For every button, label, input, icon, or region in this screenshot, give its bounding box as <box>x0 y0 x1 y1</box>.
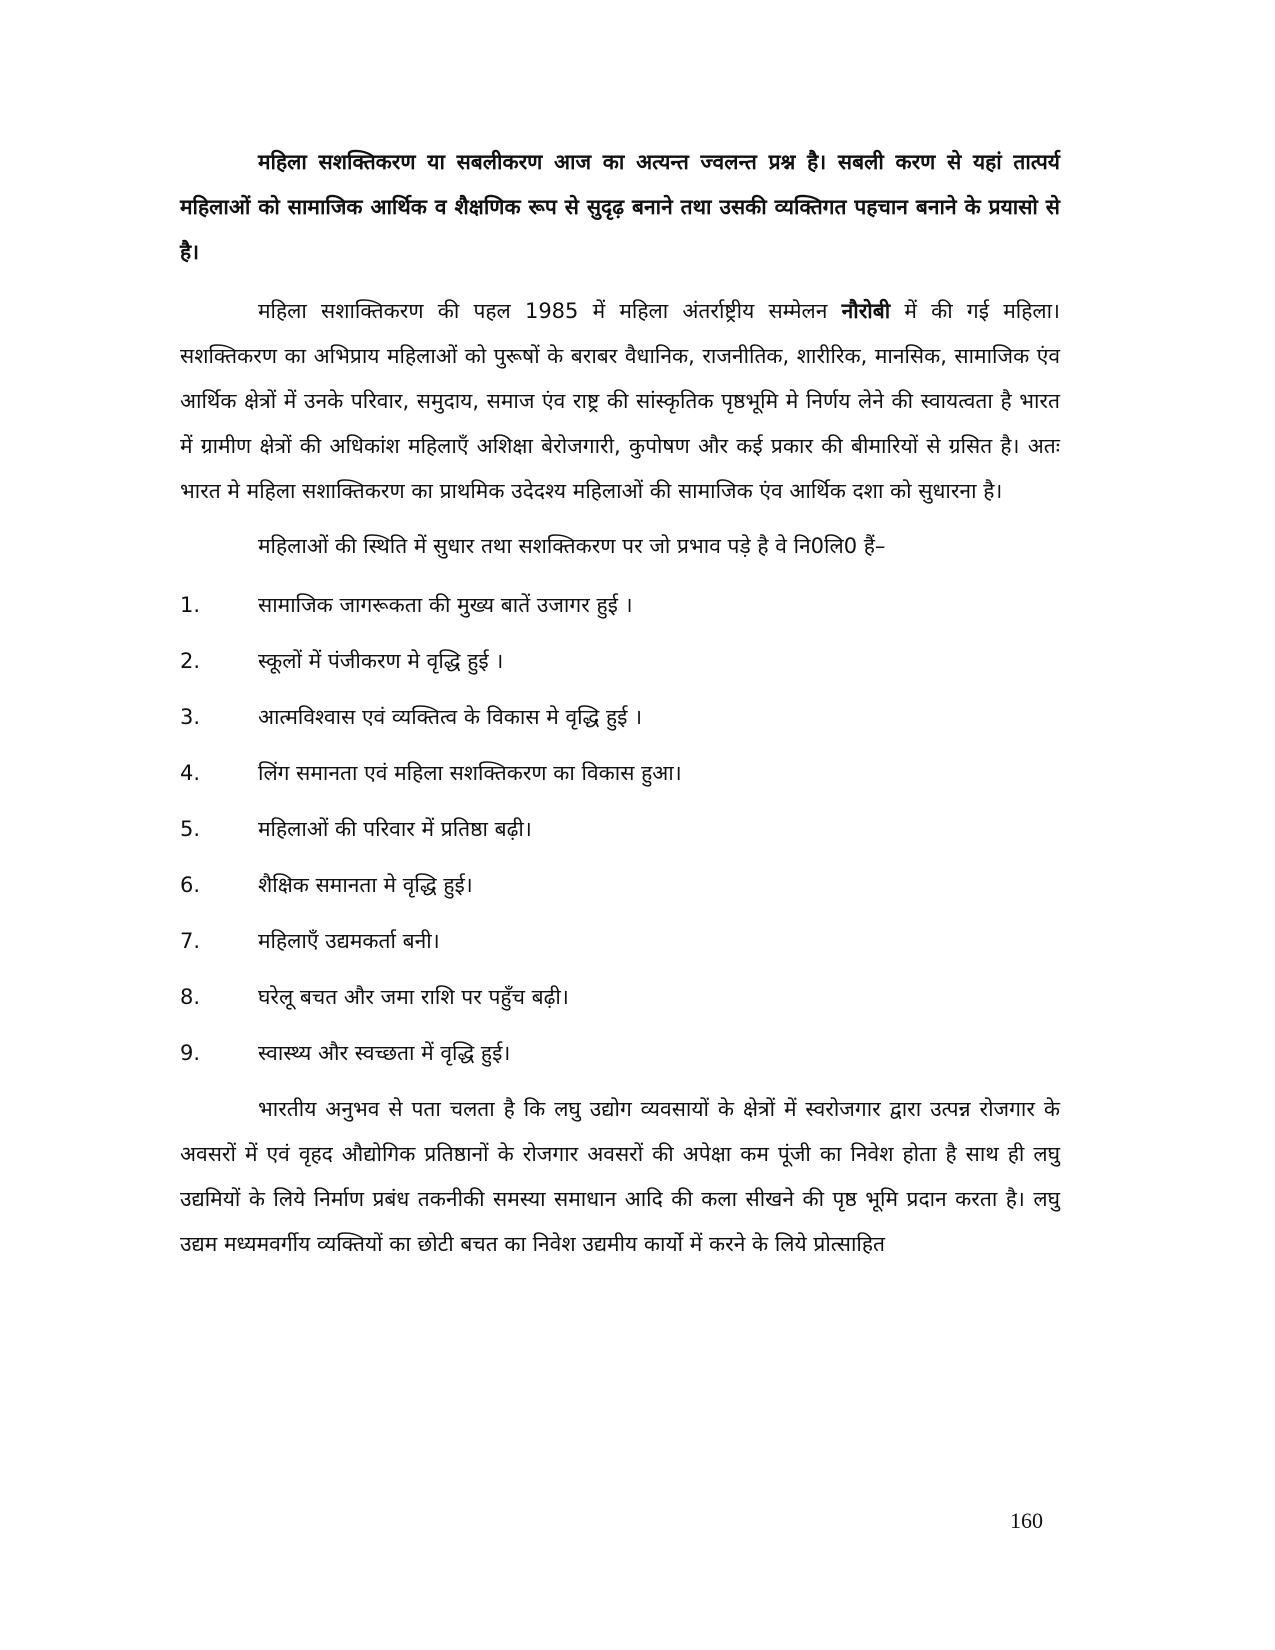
list-text: स्कूलों में पंजीकरण मे वृद्धि हुई । <box>258 649 504 673</box>
list-number: 7. <box>180 929 201 953</box>
list-number: 6. <box>180 873 201 897</box>
list-number: 5. <box>180 817 201 841</box>
list-text: आत्मविश्वास एवं व्यक्तित्व के विकास मे वृद्धि हुई । <box>258 705 643 729</box>
list-item <box>180 633 1060 689</box>
list-item <box>180 913 1060 969</box>
document-page <box>180 140 1060 1267</box>
list-text: सामाजिक जागरूकता की मुख्य बातें उजागर हुई । <box>258 593 633 617</box>
list-text: महिलाओं की परिवार में प्रतिष्ठा बढ़ी। <box>258 817 532 841</box>
list-text: शैक्षिक समानता मे वृद्धि हुई। <box>258 873 473 897</box>
list-item <box>180 857 1060 913</box>
list-text: लिंग समानता एवं महिला सशक्तिकरण का विकास हुआ। <box>258 761 682 785</box>
list-text: घरेलू बचत और जमा राशि पर पहुँच बढ़ी। <box>258 985 569 1009</box>
paragraph-text: में की गई महिला। सशक्तिकरण का अभिप्राय महिलाओं को पुरूषों के बराबर वैधानिक, राजनीतिक, शारीरिक, मानसिक, सामाजिक एंव आर्थिक क्षेत्रों में उनके परिवार, समुदाय, समाज एंव राष्ट्र की सांस्कृतिक पृष्ठभूमि मे निर्णय लेने की स्वायत्वता है भारत में ग्रामीण क्षेत्रों की अधिकांश महिलाएँ अशिक्षा बेरोजगारी, कुपोषण और कई प्रकार की बीमारियों से ग्रसित है। अतः भारत मे महिला सशाक्तिकरण का प्राथमिक उदेदश्य महिलाओं की सामाजिक एंव आर्थिक दशा को सुधारना है। <box>180 299 1060 503</box>
list-item <box>180 1025 1060 1081</box>
impact-list <box>180 577 1060 1081</box>
list-number: 1. <box>180 593 201 617</box>
list-text: महिलाएँ उद्यमकर्ता बनी। <box>258 929 440 953</box>
list-number: 8. <box>180 985 201 1009</box>
list-item <box>180 577 1060 633</box>
list-item <box>180 801 1060 857</box>
list-number: 2. <box>180 649 201 673</box>
list-item <box>180 969 1060 1025</box>
page-number: 160 <box>1010 1508 1043 1533</box>
nairobi-paragraph <box>180 289 1060 514</box>
intro-paragraph: महिला सशक्तिकरण या सबलीकरण आज का अत्यन्त ज्वलन्त प्रश्न है। सबली करण से यहां तात्पर्य महिलाओं को सामाजिक आर्थिक व शैक्षणिक रूप से सुदृढ़ बनाने तथा उसकी व्यक्तिगत पहचान बनाने के प्रयासो से है। <box>180 150 1060 264</box>
list-number: 9. <box>180 1041 201 1065</box>
list-text: स्वास्थ्य और स्वच्छता में वृद्धि हुई। <box>258 1041 511 1065</box>
paragraph-text: महिला सशाक्तिकरण की पहल 1985 में महिला अंतर्राष्ट्रीय सम्मेलन <box>258 299 842 323</box>
list-item <box>180 745 1060 801</box>
list-number: 4. <box>180 761 201 785</box>
impact-intro-paragraph: महिलाओं की स्थिति में सुधार तथा सशक्तिकरण पर जो प्रभाव पड़े है वे नि0लि0 हैं– <box>258 534 886 558</box>
small-industry-paragraph: भारतीय अनुभव से पता चलता है कि लघु उद्योग व्यवसायों के क्षेत्रों में स्वरोजगार द्वारा उत्पन्न रोजगार के अवसरों में एवं वृहद औद्योगिक प्रतिष्ठानों के रोजगार अवसरों की अपेक्षा कम पूंजी का निवेश होता है साथ ही लघु उद्यमियों के लिये निर्माण प्रबंध तकनीकी समस्या समाधान आदि की कला सीखने की पृष्ठ भूमि प्रदान करता है। लघु उद्यम मध्यमवर्गीय व्यक्तियों का छोटी बचत का निवेश उद्यमीय कार्यो में करने के लिये प्रोत्साहित <box>180 1097 1060 1256</box>
list-number: 3. <box>180 705 201 729</box>
bold-term: नौरोबी <box>841 299 891 323</box>
list-item <box>180 689 1060 745</box>
